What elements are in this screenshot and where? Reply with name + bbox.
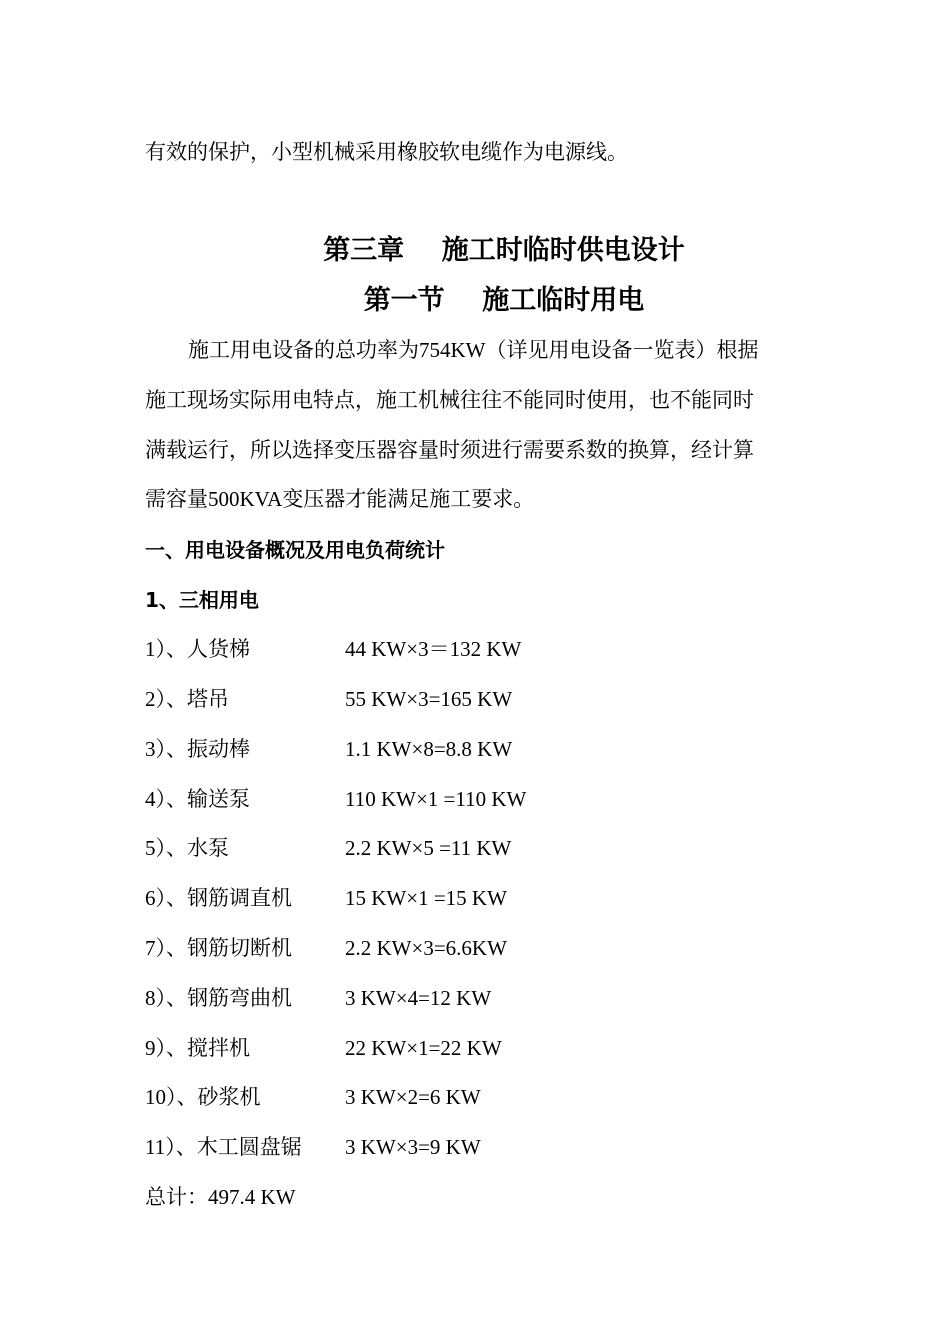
equipment-name: 10）、砂浆机 <box>145 1085 261 1109</box>
equipment-item <box>145 785 526 813</box>
equipment-load: 2.2 KW×3=6.6KW <box>345 936 507 960</box>
section-title: 第一节 施工临时用电 <box>363 285 645 316</box>
subheading-load-statistics: 一、用电设备概况及用电负荷统计 <box>145 538 445 562</box>
equipment-name: 3）、振动棒 <box>145 737 250 761</box>
equipment-name: 4）、输送泵 <box>145 787 250 811</box>
equipment-load: 22 KW×1=22 KW <box>345 1036 502 1060</box>
equipment-load: 15 KW×1 =15 KW <box>345 886 507 910</box>
equipment-item <box>145 934 507 962</box>
equipment-name: 7）、钢筋切断机 <box>145 936 292 960</box>
equipment-name: 11）、木工圆盘锯 <box>145 1135 302 1159</box>
equipment-load: 3 KW×3=9 KW <box>345 1135 481 1159</box>
equipment-item <box>145 1034 502 1062</box>
equipment-item <box>145 635 521 663</box>
equipment-load: 44 KW×3＝132 KW <box>345 637 522 661</box>
equipment-load: 55 KW×3=165 KW <box>345 687 513 711</box>
total-load: 总计：497.4 KW <box>145 1185 296 1209</box>
equipment-item <box>145 884 507 912</box>
equipment-load: 2.2 KW×5 =11 KW <box>345 836 512 860</box>
equipment-name: 9）、搅拌机 <box>145 1036 250 1060</box>
equipment-name: 2）、塔吊 <box>145 687 229 711</box>
equipment-item <box>145 1083 481 1111</box>
equipment-name: 1）、人货梯 <box>145 637 250 661</box>
equipment-item <box>145 685 512 713</box>
equipment-load: 3 KW×4=12 KW <box>345 986 492 1010</box>
continuation-text: 有效的保护，小型机械采用橡胶软电缆作为电源线。 <box>145 140 628 164</box>
paragraph-line: 需容量500KVA变压器才能满足施工要求。 <box>145 487 535 511</box>
equipment-name: 6）、钢筋调直机 <box>145 886 292 910</box>
equipment-load: 110 KW×1 =110 KW <box>345 787 527 811</box>
equipment-name: 5）、水泵 <box>145 836 229 860</box>
equipment-item <box>145 1133 481 1161</box>
equipment-load: 1.1 KW×8=8.8 KW <box>345 737 513 761</box>
paragraph-line: 满载运行，所以选择变压器容量时须进行需要系数的换算，经计算 <box>145 438 754 462</box>
chapter-title: 第三章 施工时临时供电设计 <box>323 235 685 266</box>
paragraph-line: 施工现场实际用电特点，施工机械往往不能同时使用，也不能同时 <box>145 388 754 412</box>
equipment-item <box>145 834 511 862</box>
paragraph-line: 施工用电设备的总功率为754KW（详见用电设备一览表）根据 <box>188 338 759 362</box>
subheading-three-phase: 1、三相用电 <box>145 588 259 612</box>
equipment-load: 3 KW×2=6 KW <box>345 1085 481 1109</box>
equipment-name: 8）、钢筋弯曲机 <box>145 986 292 1010</box>
equipment-item <box>145 735 512 763</box>
equipment-item <box>145 984 491 1012</box>
